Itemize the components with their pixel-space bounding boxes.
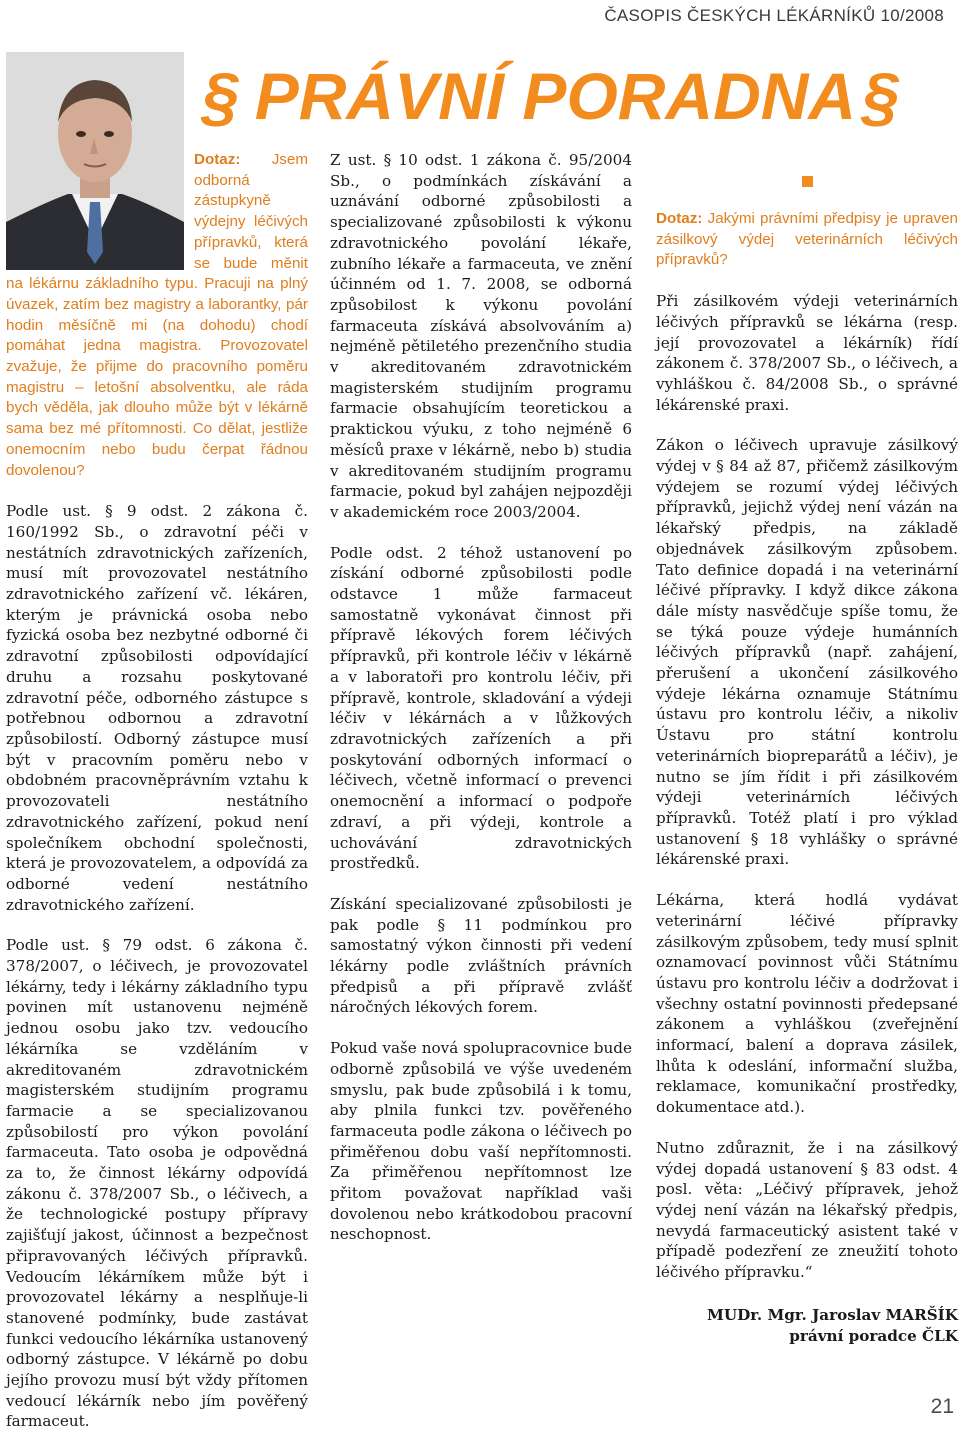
- signature: [656, 1305, 958, 1347]
- signature-role: právní poradce ČLK: [789, 1326, 958, 1345]
- section-sign-right: §: [862, 59, 899, 133]
- answer-paragraph-2: Podle ust. § 79 odst. 6 zákona č. 378/2007, o léčivech, je provozovatel lékárny, tedy i lékárny základního typu povinen mít ustanovenu nejméně jednou osobu jako tzv. vedoucího lékárníka se vzděláním v akreditovaném zdravotnickém magisterském studijním programu farmacie a se specializovanou způsobilostí pro výkon povolání farmaceuta. Tato osoba je odpovědná za to, že činnost lékárny odpovídá zákonu č. 378/2007 Sb., o léčivech, a že technologické postupy přípravy zajišťují jakost, účinnost a bezpečnost připravovaných léčivých přípravků. Vedoucím lékárníkem může být i provozovatel lékárny a nesplňuje-li stanovené podmínky, bude zastávat funkci vedoucího lékárníka ustanovený odborný zástupce. V lékárně po dobu jejího provozu musí být vždy přítomen vedoucí lékárník nebo jím pověřený farmaceut.: [6, 936, 308, 1431]
- answer2-paragraph-1: Při zásilkovém výdeji veterinárních léčivých přípravků se lékárna (resp. její provozovatel a lékárník) řídí zákonem č. 378/2007 Sb., o léčivech, a vyhláškou č. 84/2008 Sb., o správné lékárenské praxi.: [656, 292, 958, 414]
- question-2: [656, 209, 958, 271]
- heading-text: PRÁVNÍ PORADNA: [254, 59, 857, 133]
- question-2-text: Jakými právními předpisy je upraven zásilkový výdej veterinárních léčivých přípravků?: [656, 210, 958, 269]
- question-1-text: Jsem odborná zástupkyně výdejny léčivých přípravků, která se bude měnit na lékárnu základního typu. Pracuji na plný úvazek, zatím bez magistry a laborantky, pár hodin měsíčně mi (na dohodu) chodí pomáhat jedna magistra. Provozovatel zvažuje, že přijme do pracovního poměru magistru – letošní absolventku, ale ráda bych věděla, jak dlouho může být v lékárně sama bez mé přítomnosti. Co dělat, jestliže onemocním nebo budu čerpat řádnou dovolenou?: [6, 151, 308, 479]
- signature-name: MUDr. Mgr. Jaroslav MARŠÍK: [707, 1305, 958, 1324]
- answer-paragraph-6: Pokud vaše nová spolupracovnice bude odborně způsobilá ve výše uvedeném smyslu, pak bude způsobilá i k tomu, aby plnila funkci tzv. pověřeného farmaceuta podle zákona o léčivech po přiměřenou dobu vaší nepřítomnosti. Za přiměřenou nepřítomnost lze přitom považovat například vaši dovolenou nebo krátkodobou pracovní neschopnost.: [330, 1039, 632, 1244]
- page-number: 21: [930, 1395, 954, 1418]
- answer-paragraph-1: Podle ust. § 9 odst. 2 zákona č. 160/1992 Sb., o zdravotní péči v nestátních zdravotnických zařízeních, musí mít provozovatel nestátního zdravotnického zařízení vč. lékáren, kterým je právnická osoba nebo fyzická osoba bez nezbytné odborné či zdravotní způsobilosti odpovídající druhu a rozsahu poskytované zdravotní péče, odborného zástupce s potřebnou odbornou a zdravotní způsobilostí. Odborný zástupce musí být v pracovním poměru nebo v obdobném pracovněprávním vztahu k provozovateli nestátního zdravotnického zařízení, pokud není společníkem obchodní společnosti, která je provozovatelem, a odpovídá za odborné vedení nestátního zdravotnického zařízení.: [6, 502, 308, 914]
- section-marker-icon: [802, 176, 813, 187]
- column-1: [6, 150, 308, 1432]
- journal-header: ČASOPIS ČESKÝCH LÉKÁRNÍKŮ 10/2008: [604, 6, 944, 25]
- section-sign-left: §: [202, 59, 239, 133]
- answer-paragraph-5: Získání specializované způsobilosti je pak podle § 11 podmínkou pro samostatný výkon činnosti při vedení lékárny podle zvláštních právních předpisů a při přípravě zvlášť náročných lékových forem.: [330, 894, 632, 1017]
- answer-paragraph-4: Podle odst. 2 téhož ustanovení po získání odborné způsobilosti podle odstavce 1 může farmaceut samostatně vykonávat činnost při přípravě lékových forem léčivých přípravků, při kontrole léčiv v lékárně a v laboratoři pro kontrolu léčiv, při přípravě, kontrole, skladování a výdeji léčiv v lékárnách a v lůžkových zdravotnických zařízeních a při poskytování odborných informací o léčivech, včetně informací o prevenci onemocnění a informací o podpoře zdraví, a při výdeji, kontrole a uchovávání zdravotnických prostředků.: [330, 543, 632, 873]
- answer-paragraph-3: Z ust. § 10 odst. 1 zákona č. 95/2004 Sb., o podmínkách získávání a uznávání odborné způsobilosti a specializované způsobilosti k výkonu zdravotnického povolání lékaře, zubního lékaře a farmaceuta, ve znění účinném od 1. 7. 2008, se odborná způsobilost k výkonu povolání farmaceuta získává absolvováním a) nejméně pětiletého prezenčního studia v akreditovaném zdravotnickém magisterském studijním programu farmacie obsahujícím teoretickou a praktickou výuku, z toho nejméně 6 měsíců praxe v lékárně, nebo b) studia v akreditovaném studijním programu farmacie, pokud byl zahájen nejpozději v akademickém roce 2003/2004.: [330, 151, 632, 521]
- answer2-paragraph-4: Nutno zdůraznit, že i na zásilkový výdej dopadá ustanovení § 83 odst. 4 posl. věta: „Léčivý přípravek, jehož výdej není vázán na lékařský předpis, nevydá farmaceutický asistent také v případě podezření ze zneužití tohoto léčivého přípravku.“: [656, 1138, 958, 1282]
- answer2-paragraph-2: Zákon o léčivech upravuje zásilkový výdej v § 84 až 87, přičemž zásilkovým výdejem se rozumí výdej léčivých přípravků, jejichž výdej není vázán na lékařský předpis, na základě objednávek zásilkovým způsobem. Tato definice dopadá i na veterinární léčivé přípravky. I když dikce zákona dále místy nasvědčuje spíše tomu, že se týká pouze výdeje humánních léčivých přípravků (např. zahájení, přerušení a ukončení zásilkového výdeje lékárna oznamuje Státnímu ústavu pro kontrolu léčiv, a nikoliv Ústavu pro státní kontrolu veterinárních biopreparátů a léčiv), je nutno se jím řídit i při zásilkovém výdeji veterinárních léčivých přípravků. Totéž platí i pro výklad ustanovení § 18 vyhlášky o správné lékárenské praxi.: [656, 436, 958, 869]
- question-2-label: Dotaz:: [656, 210, 703, 227]
- column-3: [656, 150, 958, 1347]
- question-1-label: Dotaz:: [194, 151, 241, 168]
- column-2: [330, 150, 632, 1245]
- answer2-paragraph-3: Lékárna, která hodlá vydávat veterinární léčivé přípravky zásilkovým způsobem, tedy musí splnit oznamovací povinnost vůči Státnímu ústavu pro kontrolu léčiv a dodržovat i všechny ostatní povinnosti předepsané zákonem a vyhláškou (zveřejnění informací, balení a doprava zásilek, lhůta k odeslání, informační služba, reklamace, komunikační prostředky, dokumentace atd.).: [656, 891, 958, 1117]
- section-heading: [196, 56, 960, 136]
- photo-space: [6, 150, 194, 265]
